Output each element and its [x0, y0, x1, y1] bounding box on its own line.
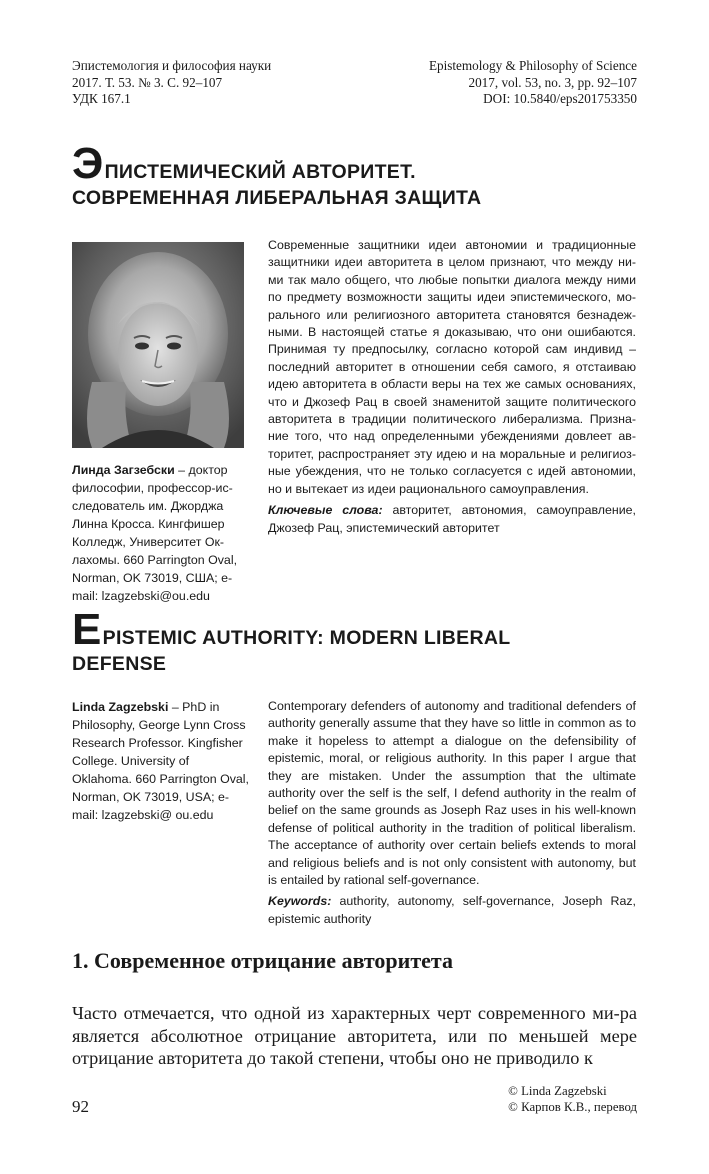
author-details-ru: – доктор философии, профессор-ис-следователь им. Джорджа Линна Кросса. Кингфишер Колледж, Университет Ок-лахомы. 660 Parrington Oval, Norman, OK 73019, США; e-mail: lzagzebski@ou.edu	[72, 463, 238, 603]
section-heading: 1. Современное отрицание авторитета	[72, 948, 453, 973]
article-title-en	[72, 605, 511, 676]
header-en-journal: Epistemology & Philosophy of Science	[428, 58, 637, 73]
header-ru-issue: 2017. Т. 53. № 3. С. 92–107	[72, 74, 223, 90]
body-text	[72, 1002, 637, 1070]
header-ru-journal: Эпистемология и философия науки	[72, 58, 272, 73]
title-en-initial: E	[72, 605, 102, 654]
title-ru-line2: СОВРЕМЕННАЯ ЛИБЕРАЛЬНАЯ ЗАЩИТА	[72, 187, 482, 209]
abstract-ru-text: Современные защитники идеи автономии и традиционные защитники идеи авторитета в целом признают, что между ни-ми так мало общего, что любые попытки диалога между ними по предмету возможности защиты идеи эпистемического, мо-рального или религиозного авторитета становятся безнадеж-ными. В настоящей статье я доказываю, что они ошибаются. Принимая ту предпосылку, согласно которой сам индивид – последний авторитет в отношении себя самого, я отстаиваю идею авторитета в области веры на тех же самых основаниях, что и Джозеф Рац в своей знаменитой защите политического авторитета в традиции политического либерализма. Призна-ние того, что над определенными убеждениями довлеет ав-торитет, распространяет эту идею и на моральные и религиоз-ные убеждения, что не только согласуется с идей автономии, но и вытекает из идеи рационального самоуправления.	[268, 238, 636, 496]
article-title-ru	[72, 139, 482, 210]
title-en-line2: DEFENSE	[72, 653, 167, 675]
header-en-issue: 2017, vol. 53, no. 3, pp. 92–107	[468, 74, 637, 90]
copyright-block	[508, 1083, 637, 1115]
keywords-en	[268, 893, 636, 928]
abstract-ru	[268, 237, 636, 537]
copyright-author: © Linda Zagzebski	[508, 1084, 607, 1098]
keywords-ru	[268, 502, 636, 537]
author-photo	[72, 242, 244, 448]
keywords-ru-list: авторитет, автономия, самоуправление, Джозеф Рац, эпистемический авторитет	[268, 503, 636, 535]
title-en-line1: PISTEMIC AUTHORITY: MODERN LIBERAL	[102, 627, 511, 649]
page-number: 92	[72, 1097, 89, 1116]
header-en-doi: DOI: 10.5840/eps201753350	[483, 91, 637, 106]
header-ru-udc: УДК 167.1	[72, 91, 131, 106]
keywords-en-label: Keywords:	[268, 894, 332, 909]
author-bio-ru	[72, 461, 250, 605]
author-details-en: – PhD in Philosophy, George Lynn Cross Research Professor. Kingfisher College. University of Oklahoma. 660 Parrington Oval, Norman, OK 73019, USA; e-mail: lzagzebski@ ou.edu	[72, 700, 250, 822]
author-bio-en	[72, 698, 250, 824]
title-ru-initial: Э	[72, 139, 104, 188]
abstract-en	[268, 698, 636, 928]
author-name-ru: Линда Загзебски	[72, 463, 175, 477]
body-paragraph: Часто отмечается, что одной из характерных черт современного ми-ра является абсолютное отрицание авторитета, или по меньшей мере отрицание авторитета до такой степени, чтобы оно не приводило к	[72, 1003, 637, 1068]
abstract-en-text: Contemporary defenders of autonomy and traditional defenders of authority generally assume that they have so little in common as to make it hopeless to attempt a dialogue on the defensibility of epistemic, moral, or religious authority. In this paper I argue that they are mistaken. Under the assumption that the ultimate authority over the self is the self, I defend authority in the realm of belief on the same grounds as Joseph Raz uses in his well-known defense of political authority in the tradition of political liberalism. The acceptance of authority over certain beliefs extends to moral and religious beliefs and is not only consistent with autonomy, but is entailed by rational self-governance.	[268, 699, 636, 888]
author-portrait-image	[72, 242, 244, 448]
journal-header-en	[429, 58, 637, 108]
journal-header-ru	[72, 58, 271, 108]
author-name-en: Linda Zagzebski	[72, 700, 169, 714]
keywords-ru-label: Ключевые слова:	[268, 503, 383, 518]
keywords-en-list: authority, autonomy, self-governance, Joseph Raz, epistemic authority	[268, 894, 636, 926]
copyright-translator: © Карпов К.В., перевод	[508, 1100, 637, 1114]
title-ru-line1: ПИСТЕМИЧЕСКИЙ АВТОРИТЕТ.	[104, 161, 416, 183]
